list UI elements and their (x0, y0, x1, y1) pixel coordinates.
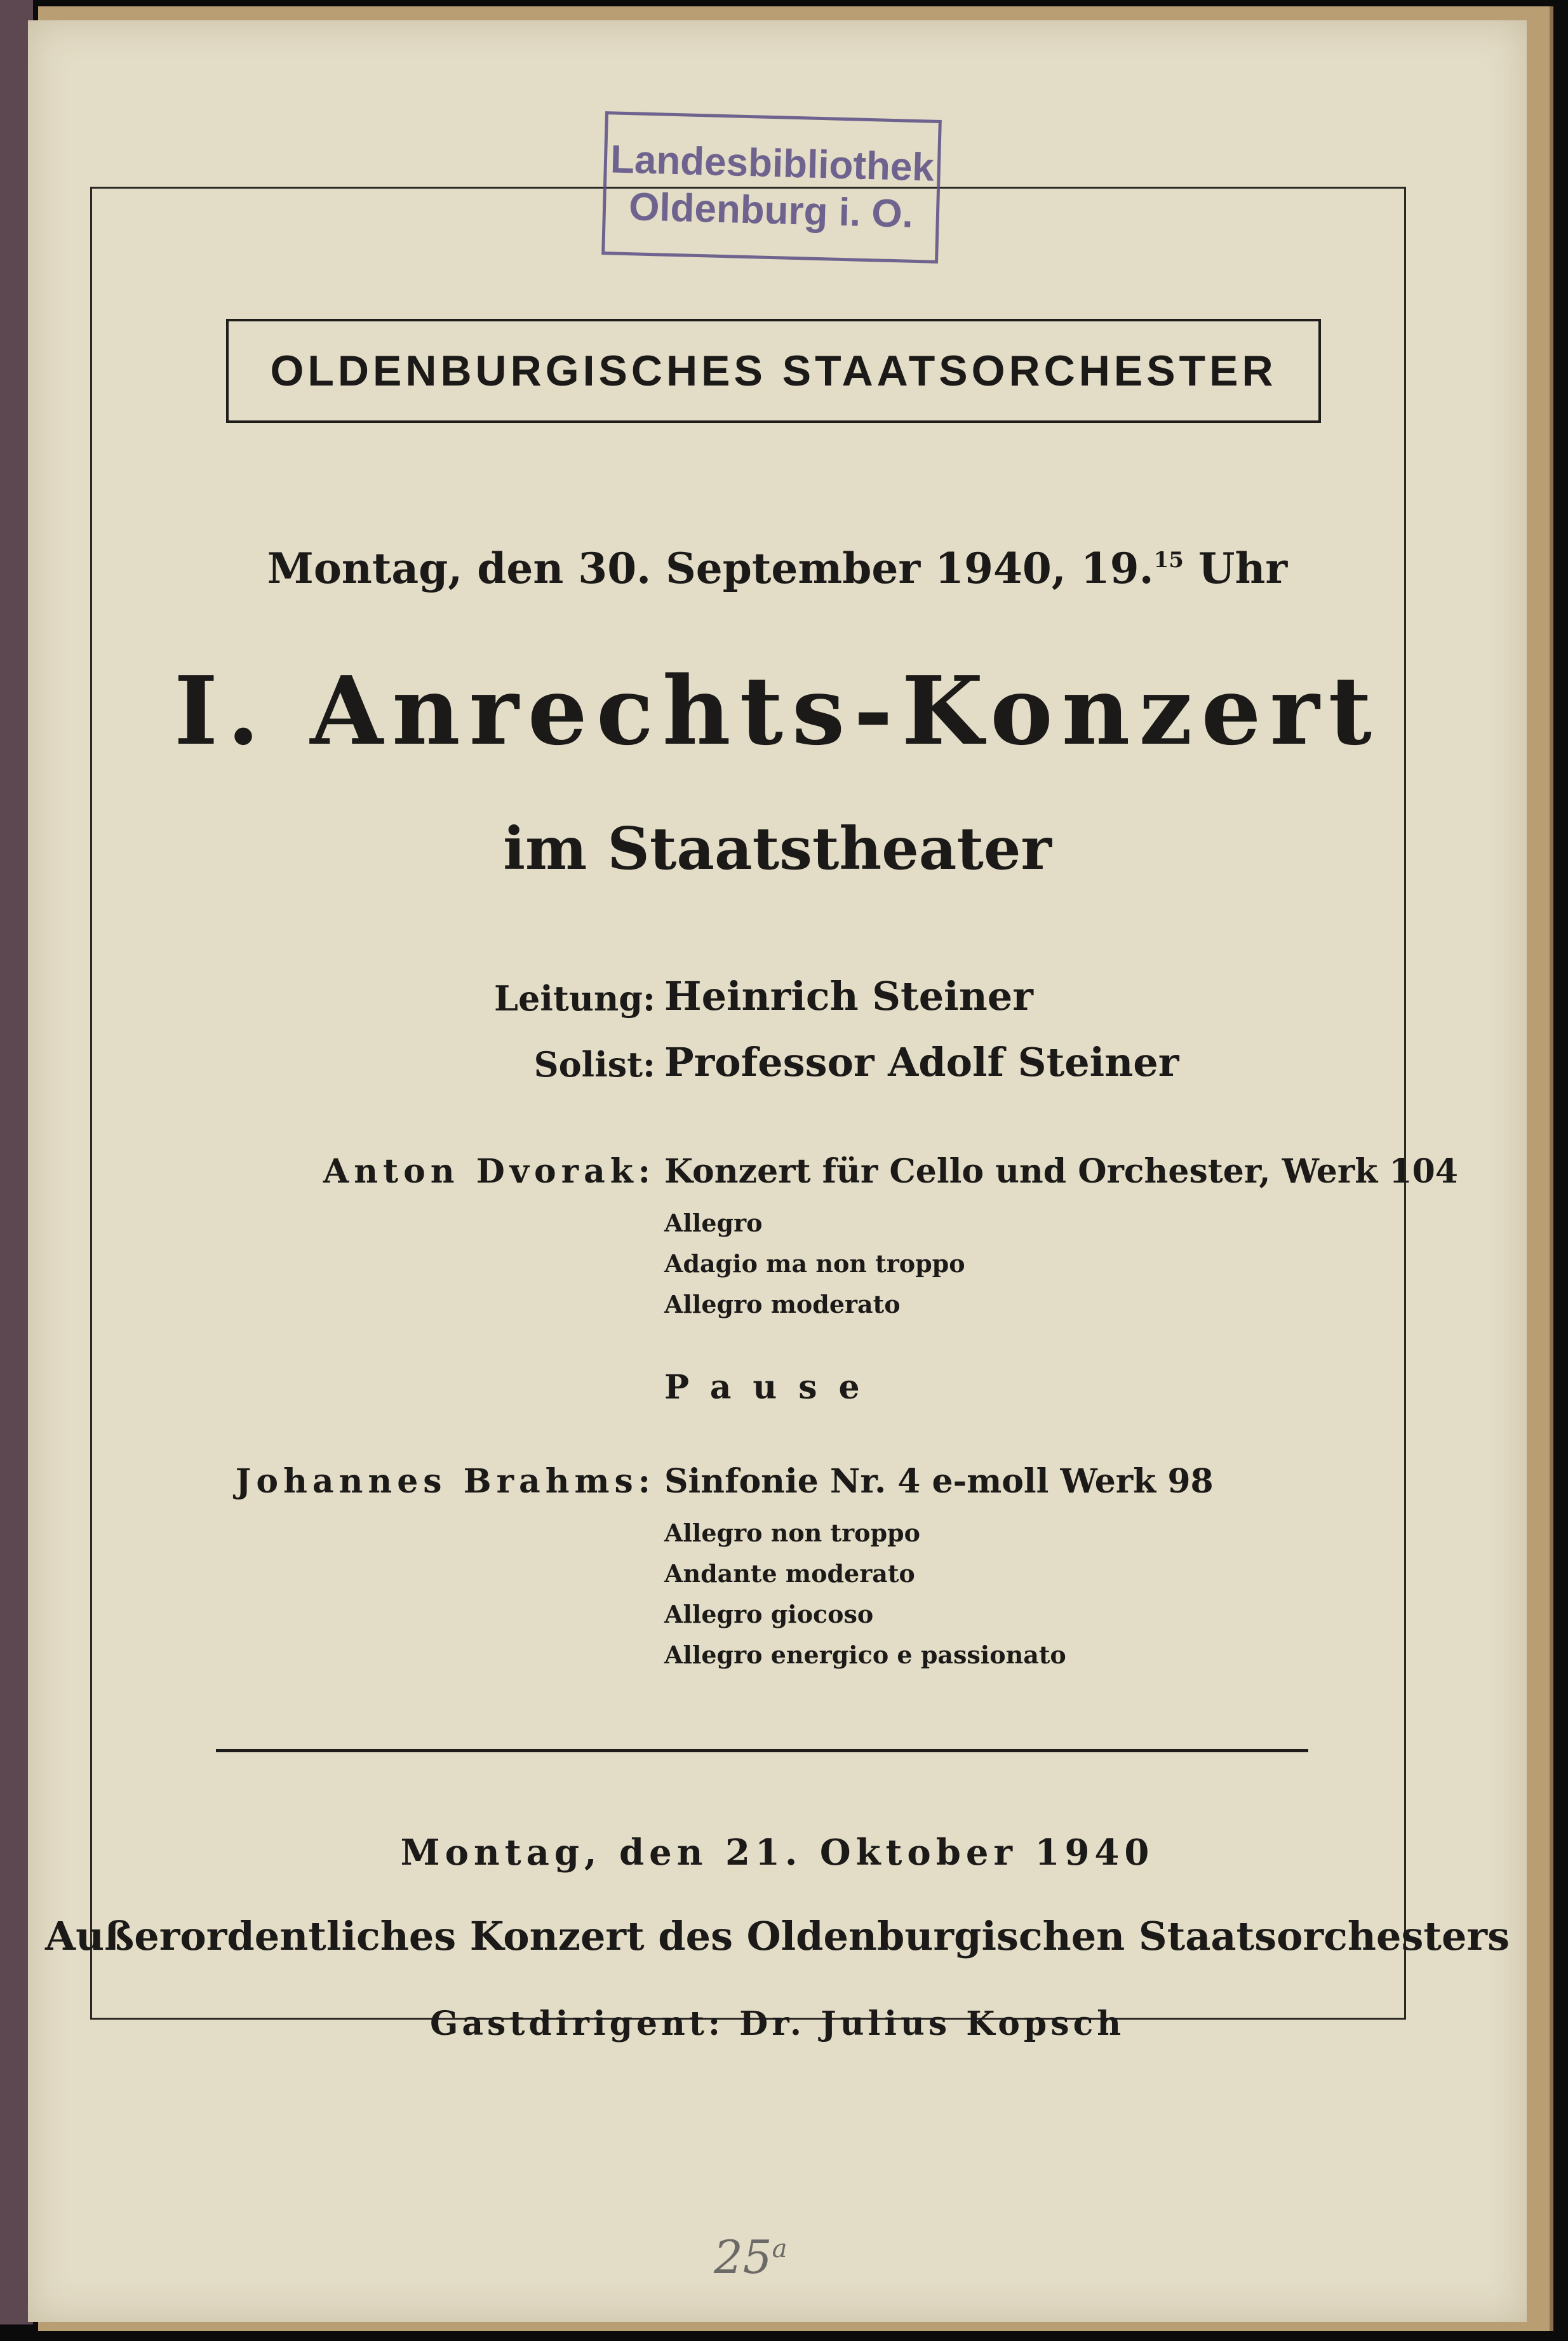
movement: Allegro giocoso (664, 1600, 874, 1628)
stamp-line-1: Landesbibliothek (610, 137, 935, 190)
concert-title: I. Anrechts-Konzert (174, 655, 1381, 766)
intermission: Pause (664, 1368, 881, 1407)
credit-value: Heinrich Steiner (664, 973, 1033, 1019)
movement-list (664, 1513, 1066, 1675)
concert-date (28, 544, 1527, 593)
orchestra-title-box (226, 319, 1321, 423)
movement: Andante moderato (664, 1559, 915, 1588)
folio-number-text: 25 (714, 2230, 772, 2284)
composer-name: Anton Dvorak: (323, 1152, 655, 1191)
orchestra-name: OLDENBURGISCHES STAATSORCHESTER (270, 347, 1277, 395)
next-concert-date: Montag, den 21. Oktober 1940 (400, 1832, 1155, 1874)
movement: Allegro non troppo (664, 1519, 920, 1547)
movement-list (664, 1203, 965, 1325)
credit-label: Solist: (533, 1044, 655, 1085)
work-title: Konzert für Cello und Orchester, Werk 104 (664, 1152, 1458, 1191)
library-stamp (601, 111, 942, 264)
movement: Allegro moderato (664, 1290, 901, 1318)
composer-name: Johannes Brahms: (235, 1462, 655, 1501)
concert-date-text: Montag, den 30. September 1940, 19. (267, 544, 1154, 593)
folio-number (714, 2230, 787, 2284)
movement: Adagio ma non troppo (664, 1249, 965, 1278)
program-page (28, 20, 1527, 2322)
work-title: Sinfonie Nr. 4 e-moll Werk 98 (664, 1462, 1214, 1501)
concert-time-suffix: Uhr (1183, 544, 1288, 593)
next-concert-title: Außerordentliches Konzert des Oldenburgischen Staatsorchesters (44, 1913, 1510, 1959)
credit-value: Professor Adolf Steiner (664, 1039, 1179, 1085)
stamp-line-2: Oldenburg i. O. (628, 185, 914, 236)
guest-conductor: Gastdirigent: Dr. Julius Kopsch (429, 2004, 1125, 2043)
concert-time-superscript: 15 (1153, 547, 1184, 573)
section-divider (216, 1749, 1308, 1752)
credit-label: Leitung: (494, 978, 655, 1019)
page-frame (90, 187, 1406, 2020)
concert-venue: im Staatstheater (503, 814, 1052, 883)
movement: Allegro energico e passionato (664, 1640, 1066, 1669)
movement: Allegro (664, 1209, 763, 1237)
folio-suffix: a (772, 2234, 787, 2264)
